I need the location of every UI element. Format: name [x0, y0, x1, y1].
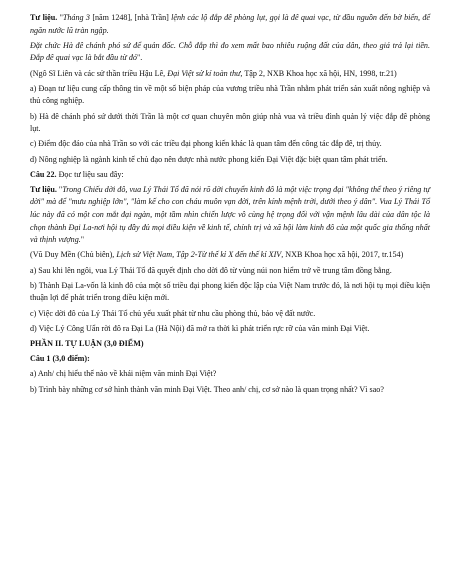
text-run: (Vũ Duy Mền (Chủ biên),	[30, 250, 117, 260]
text-run: "	[57, 13, 63, 22]
text-run: Tháng 3	[62, 13, 90, 22]
text-run: b) Thành Đại La-vốn là kinh đô của một số triều đại phong kiến độc lập của Việt Nam trước đó, là nơi hội tụ mọi điều kiện thuận lợi để phát triển trong điều kiện mới.	[30, 280, 430, 303]
text-run: c) Điểm độc đáo của nhà Trần so với các triều đại phong kiến khác là quan tâm đến công tác đắp đê, trị thủy.	[30, 139, 382, 149]
text-run: a) Anh/ chị hiểu thế nào về khái niệm văn minh Đại Việt?	[30, 369, 217, 379]
paragraph	[30, 353, 430, 366]
text-run: , Tập 2, NXB Khoa học xã hội, HN, 1998, tr.21)	[240, 68, 397, 78]
text-run: Đại Việt sử kí toàn thư	[167, 68, 241, 78]
text-run: c) Việc dời đô của Lý Thái Tổ chủ yếu xuất phát từ nhu cầu phòng thủ, bảo vệ đất nước.	[30, 308, 316, 318]
paragraph-lead: Câu 22.	[30, 169, 57, 179]
paragraph-lead: Tư liệu.	[30, 184, 57, 194]
text-run: a) Đoạn tư liệu cung cấp thông tin về một số biện pháp của vương triều nhà Trần nhằm phát triển sản xuất nông nghiệp và thủ công nghiệp.	[30, 83, 430, 106]
text-run: Đọc tư liệu sau đây:	[56, 169, 124, 179]
paragraph	[30, 384, 430, 397]
text-run: Lịch sử Việt Nam, Tập 2-Từ thế kỉ X đến thế kỉ XIV	[116, 250, 282, 260]
paragraph	[30, 40, 430, 65]
paragraph	[30, 184, 430, 247]
paragraph-lead: Câu 1 (3,0 điểm):	[30, 354, 90, 364]
paragraph	[30, 83, 430, 108]
paragraph-lead: PHẦN II. TỰ LUẬN (3,0 ĐIỂM)	[30, 338, 144, 348]
paragraph	[30, 111, 430, 136]
text-run: lệnh các lộ đắp đê phòng lụt, gọi là đê quai vạc, từ đầu nguồn đến bờ biển, để ngăn nước lũ tràn ngập.	[30, 13, 431, 35]
document-page	[30, 12, 430, 399]
text-run: Đặt chức Hà đê chánh phó sứ để quản đốc. Chỗ đắp thì đo xem mất bao nhiêu ruộng đất của dân, theo giá trả lại tiền. Đắp đê quai vạc là bắt đầu từ đó	[30, 40, 430, 63]
paragraph	[30, 12, 430, 37]
text-run: b) Trình bày những cơ sở hình thành văn minh Đại Việt. Theo anh/ chị, cơ sở nào là quan trọng nhất? Vì sao?	[30, 384, 384, 394]
paragraph	[30, 154, 430, 167]
text-run: "	[56, 184, 63, 194]
paragraph	[30, 138, 430, 151]
paragraph	[30, 265, 430, 278]
paragraph	[30, 368, 430, 381]
text-run: d) Nông nghiệp là ngành kinh tế chủ đạo nên được nhà nước phong kiến Đại Việt đặc biệt quan tâm phát triển.	[30, 154, 388, 164]
text-run: d) Việc Lý Công Uẩn rời đô ra Đại La (Hà Nội) đã mở ra thời kì phát triển rực rỡ của văn minh Đại Việt.	[30, 323, 370, 333]
text-run: a) Sau khi lên ngôi, vua Lý Thái Tổ đã quyết định cho dời đô từ vùng núi non hiểm trở về trung tâm đồng bằng.	[30, 265, 392, 275]
paragraph	[30, 249, 430, 262]
text-run: ".	[136, 53, 143, 63]
text-run: b) Hà đê chánh phó sứ dưới thời Trần là một cơ quan chuyên môn giúp nhà vua và triều đình quản lý việc đắp đê phòng lụt.	[30, 111, 430, 134]
text-run: (Ngô Sĩ Liên và các sử thần triều Hậu Lê,	[30, 68, 168, 78]
paragraph	[30, 169, 430, 182]
paragraph	[30, 308, 430, 321]
paragraph-lead: Tư liệu.	[30, 13, 58, 22]
text-run: Trong Chiếu dời đô, vua Lý Thái Tổ đã nói rõ dời chuyển kinh đô là một việc trọng đại "không thể theo ý riêng tự dời" mà để "mưu nghiệp lớn", "làm kế cho con cháu muôn vạn đời, trên kính mệnh trời, dưới theo ý dân". Vua Lý Thái Tổ lúc này đã có một con mắt đại ngàn, một tầm nhìn chiến lược vô cùng hệ trọng đối với vận mệnh lâu dài của dân tộc là chọn thành Đại La-nơi hội tụ đầy đủ mọi điều kiện về kinh tế, chính trị và xã hội làm kinh đô của một quốc gia thống nhất và thịnh vượng.	[30, 184, 430, 245]
paragraph	[30, 68, 430, 81]
paragraph	[30, 338, 430, 351]
text-run: [năm 1248], [nhà Trần]	[89, 13, 172, 22]
paragraph	[30, 323, 430, 336]
paragraph	[30, 280, 430, 305]
text-run: "	[80, 235, 85, 245]
text-run: , NXB Khoa học xã hội, 2017, tr.154)	[281, 250, 404, 260]
